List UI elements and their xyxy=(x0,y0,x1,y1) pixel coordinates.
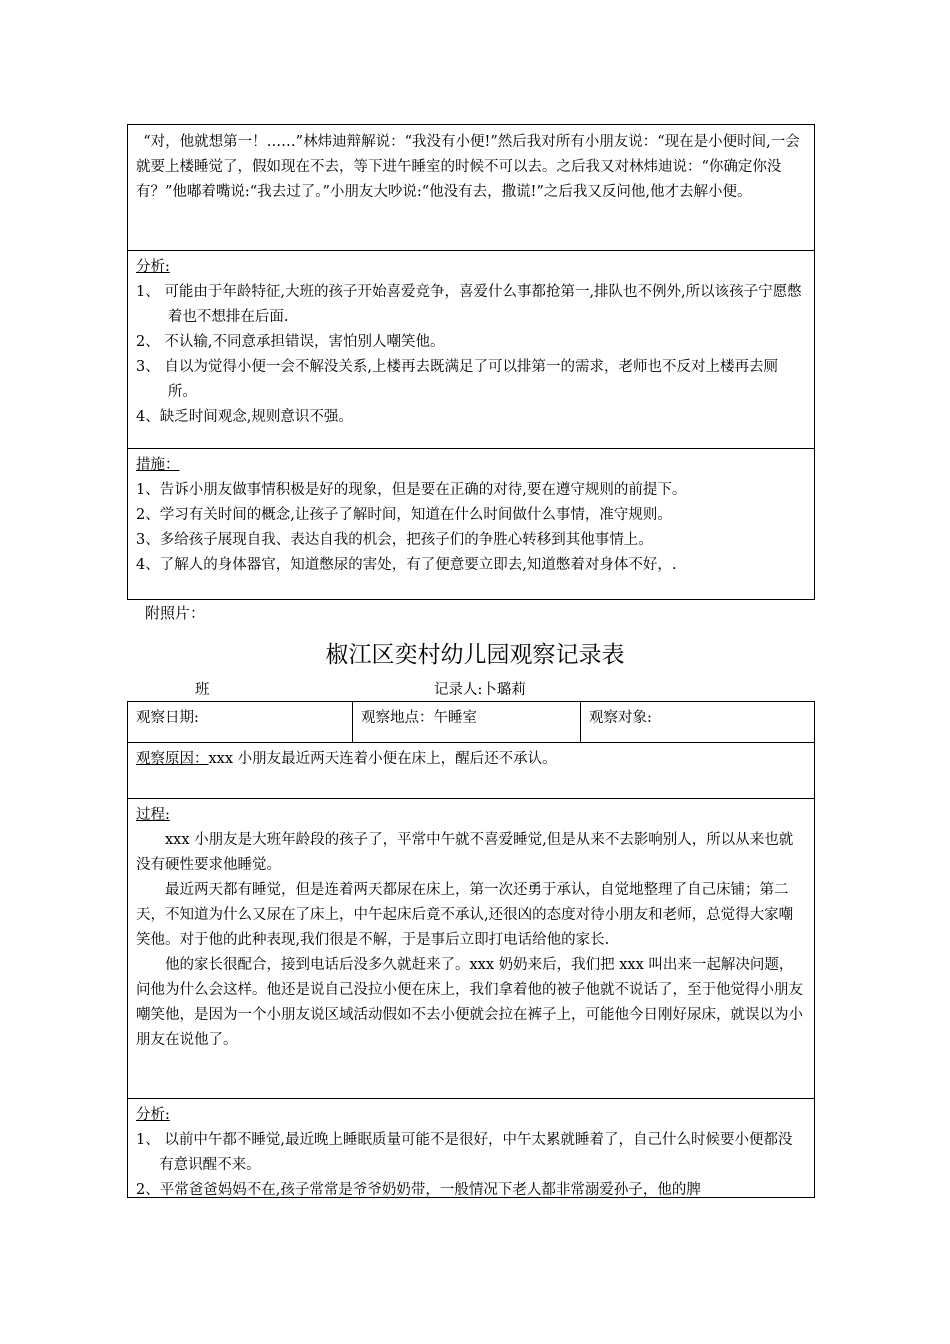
form-analysis-heading: 分析: xyxy=(136,1107,170,1123)
measures-item: 4、了解人的身体器官，知道憋尿的害处，有了便意要立即去,知道憋着对身体不好，. xyxy=(136,557,677,573)
place-label: 观察地点： xyxy=(361,710,434,726)
subject-label: 观察对象: xyxy=(589,710,652,726)
process-paragraph: 他的家长很配合，接到电话后没多久就赶来了。xxx 奶奶来后，我们把 xxx 叫出来一起解决问题，问他为什么会这样。他还是说自己没拉小便在床上，我们拿着他的被子他就不说话了，至于他觉得小朋友嘲笑他，是因为一个小朋友说区域活动假如不去小便就会拉在裤子上，可能他今日刚好尿床，就误以为小朋友在说他了。 xyxy=(136,957,803,1048)
analysis-cell xyxy=(127,250,815,449)
subject-cell xyxy=(580,701,815,743)
date-label: 观察日期: xyxy=(136,710,199,726)
measures-heading: 措施： xyxy=(136,457,180,473)
process-paragraph: xxx 小朋友是大班年龄段的孩子了，平常中午就不喜爱睡觉,但是从来不去影响别人，所以从来也就没有硬性要求他睡觉。 xyxy=(136,832,794,873)
photos-label: 附照片： xyxy=(145,604,206,622)
place-value: 午睡室 xyxy=(433,710,477,726)
form-title: 椒江区奕村幼儿园观察记录表 xyxy=(325,642,625,668)
reason-label: 观察原因： xyxy=(136,751,209,767)
analysis-item: 4、缺乏时间观念,规则意识不强。 xyxy=(136,409,353,425)
process-paragraph: 最近两天都有睡觉，但是连着两天都尿在床上，第一次还勇于承认，自觉地整理了自己床铺；第二天，不知道为什么又尿在了床上，中午起床后竟不承认,还很凶的态度对待小朋友和老师，总觉得大家嘲笑他。对于他的此种表现,我们很是不解，于是事后立即打电话给他的家长. xyxy=(136,882,794,948)
process-heading: 过程: xyxy=(136,807,170,823)
analysis-item: 3、 自以为觉得小便一会不解没关系,上楼再去既满足了可以排第一的需求，老师也不反对上楼再去厕所。 xyxy=(136,359,778,400)
analysis-item: 2、 不认输,不同意承担错误，害怕别人嘲笑他。 xyxy=(136,334,445,350)
measures-cell xyxy=(127,448,815,600)
form-analysis-item: 1、 以前中午都不睡觉,最近晚上睡眠质量可能不是很好，中午太累就睡着了，自己什么时候要小便都没有意识醒不来。 xyxy=(136,1132,793,1173)
recorder-label: 记录人:卜璐莉 xyxy=(434,682,526,698)
analysis-heading: 分析: xyxy=(136,259,170,275)
date-cell xyxy=(127,701,353,743)
analysis-item: 1、 可能由于年龄特征,大班的孩子开始喜爱竞争，喜爱什么事都抢第一,排队也不例外,所以该孩子宁愿憋着也不想排在后面. xyxy=(136,284,802,325)
narrative-paragraph: “对，他就想第一！……”林炜迪辩解说：“我没有小便!”然后我对所有小朋友说：“现在是小便时间,一会就要上楼睡觉了，假如现在不去，等下进午睡室的时候不可以去。之后我又对林炜迪说：“你确定你没有？”他嘟着嘴说:“我去过了。”小朋友大吵说:“他没有去，撒谎!”之后我又反问他,他才去解小便。 xyxy=(136,134,800,200)
measures-item: 3、多给孩子展现自我、表达自我的机会，把孩子们的争胜心转移到其他事情上。 xyxy=(136,532,653,548)
form-analysis-item: 2、平常爸爸妈妈不在,孩子常常是爷爷奶奶带，一般情况下老人都非常溺爱孙子，他的脾 xyxy=(136,1182,701,1198)
narrative-cell xyxy=(127,124,815,251)
process-cell xyxy=(127,798,815,1099)
class-label: 班 xyxy=(195,682,210,698)
place-cell xyxy=(352,701,581,743)
measures-item: 1、告诉小朋友做事情积极是好的现象，但是要在正确的对待,要在遵守规则的前提下。 xyxy=(136,482,687,498)
form-analysis-cell xyxy=(127,1098,815,1198)
measures-item: 2、学习有关时间的概念,让孩子了解时间，知道在什么时间做什么事情，准守规则。 xyxy=(136,507,672,523)
reason-cell xyxy=(127,742,815,799)
reason-value: xxx 小朋友最近两天连着小便在床上，醒后还不承认。 xyxy=(208,751,557,767)
